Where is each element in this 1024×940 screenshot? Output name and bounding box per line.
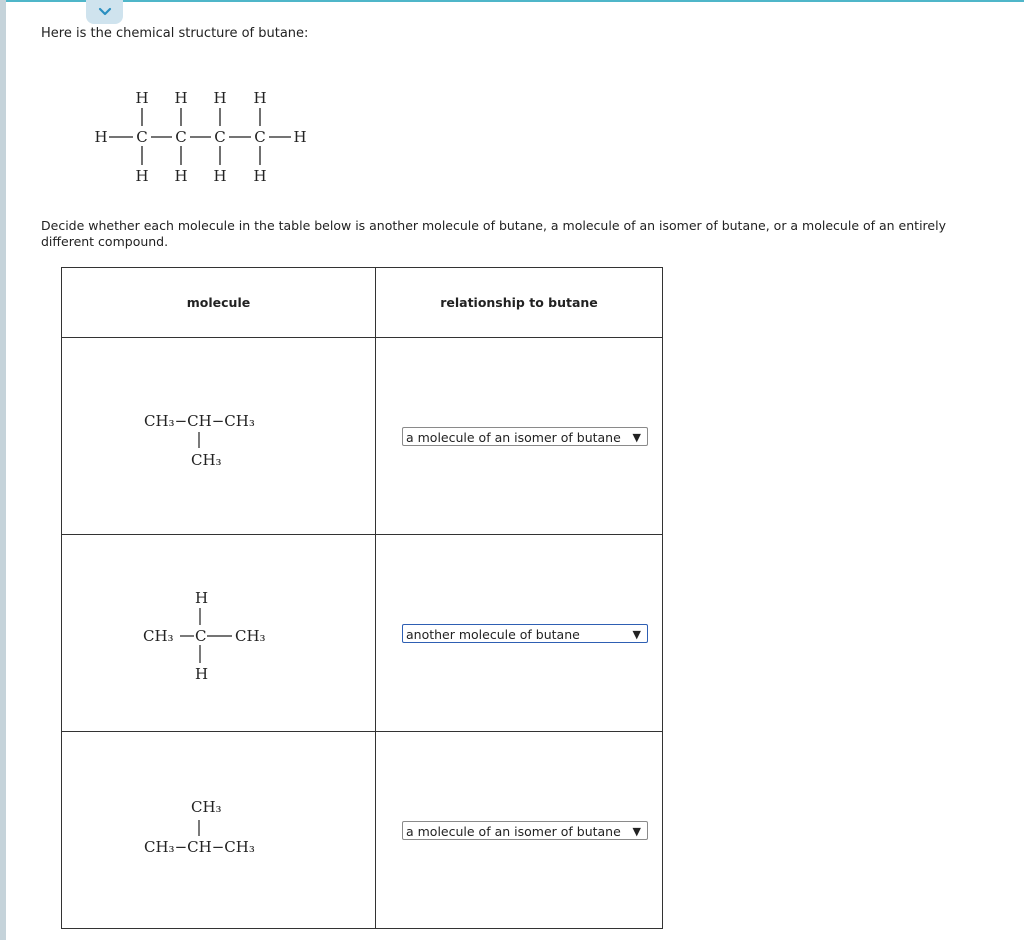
row1-formula-top: CH₃−CH−CH₃: [143, 412, 255, 430]
molecule-structure-3: [139, 790, 299, 870]
row2-ch3-right: CH₃: [234, 627, 266, 645]
row1-formula-bottom: CH₃: [190, 451, 222, 469]
header-molecule: molecule: [62, 268, 376, 338]
molecule-structure-2: [139, 585, 299, 681]
table-row: [62, 535, 663, 732]
butane-c-1: C: [136, 128, 148, 146]
relationship-cell-2: [376, 535, 663, 732]
butane-h-left: H: [94, 128, 108, 146]
select-value: a molecule of an isomer of butane: [406, 429, 621, 445]
relationship-select-1[interactable]: [402, 427, 648, 446]
header-relationship: relationship to butane: [376, 268, 663, 338]
row2-c-center: C: [194, 627, 206, 645]
row3-formula-bottom: CH₃−CH−CH₃: [143, 838, 255, 856]
butane-h-top-1: H: [135, 89, 149, 107]
dropdown-arrow-icon: ▼: [632, 430, 641, 444]
select-value: another molecule of butane: [406, 626, 580, 642]
butane-h-bottom-1: H: [135, 167, 149, 185]
butane-h-right: H: [293, 128, 307, 146]
question-text: Decide whether each molecule in the table below is another molecule of butane, a molecule of an isomer of butane, or a molecule of an entirely different compound.: [41, 218, 946, 249]
relationship-select-3[interactable]: [402, 821, 648, 840]
row2-h-bottom: H: [194, 665, 208, 681]
molecule-cell-2: [62, 535, 376, 732]
select-value: a molecule of an isomer of butane: [406, 823, 621, 839]
chevron-down-icon: [98, 7, 112, 17]
top-accent-line: [6, 0, 1024, 2]
butane-h-top-2: H: [174, 89, 188, 107]
butane-h-top-3: H: [213, 89, 227, 107]
molecule-table: [61, 267, 663, 929]
molecule-cell-3: [62, 732, 376, 929]
row3-formula-top: CH₃: [190, 798, 222, 816]
left-rail: [0, 0, 6, 940]
butane-h-top-4: H: [253, 89, 267, 107]
butane-c-2: C: [175, 128, 187, 146]
butane-c-4: C: [254, 128, 266, 146]
collapse-tab[interactable]: [86, 0, 123, 24]
molecule-cell-1: [62, 338, 376, 535]
row2-h-top: H: [194, 589, 208, 607]
molecule-structure-1: [139, 396, 299, 476]
relationship-cell-3: [376, 732, 663, 929]
row2-ch3-left: CH₃: [142, 627, 174, 645]
butane-c-3: C: [214, 128, 226, 146]
butane-h-bottom-3: H: [213, 167, 227, 185]
intro-text: Here is the chemical structure of butane:: [41, 26, 309, 41]
butane-h-bottom-4: H: [253, 167, 267, 185]
butane-structure: [90, 86, 320, 186]
butane-h-bottom-2: H: [174, 167, 188, 185]
dropdown-arrow-icon: ▼: [632, 824, 641, 838]
table-row: [62, 338, 663, 535]
relationship-select-2[interactable]: [402, 624, 648, 643]
table-row: [62, 732, 663, 929]
relationship-cell-1: [376, 338, 663, 535]
dropdown-arrow-icon: ▼: [632, 627, 641, 641]
